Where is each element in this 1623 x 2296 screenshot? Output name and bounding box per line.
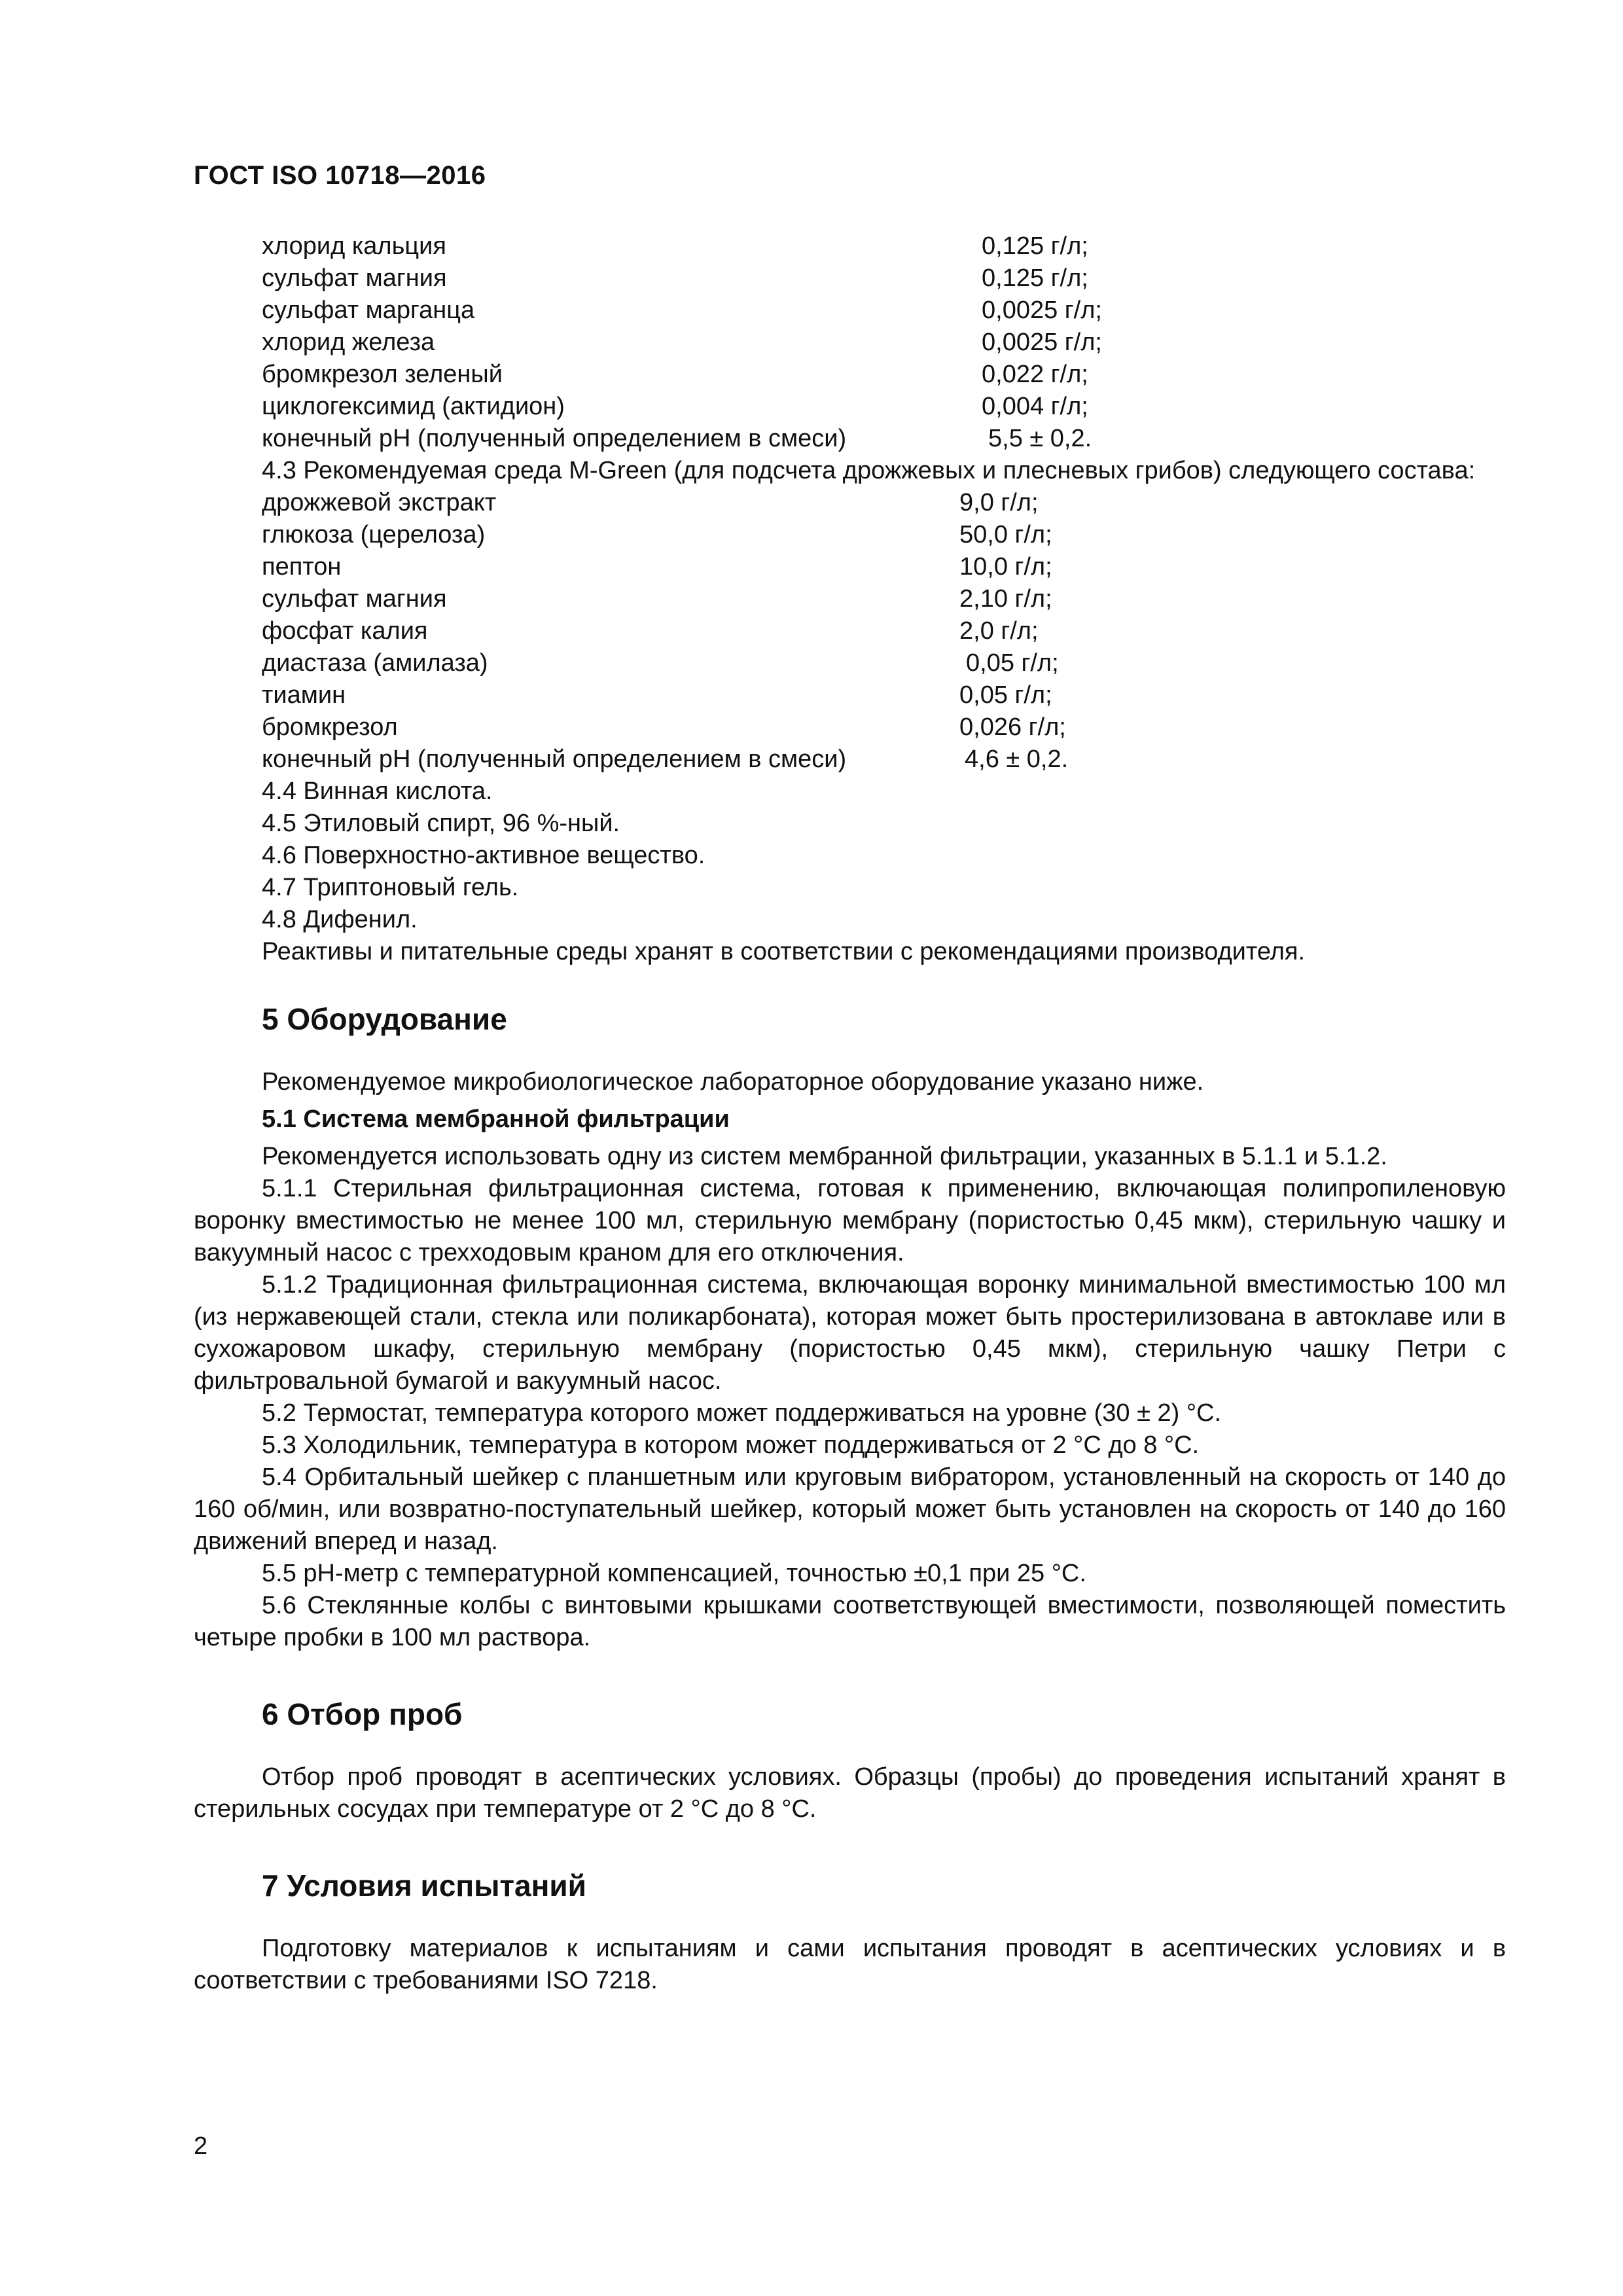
paragraph-5-2: 5.2 Термостат, температура которого может поддерживаться на уровне (30 ± 2) °С. <box>262 1399 1222 1427</box>
component-name: сульфат магния <box>262 264 447 292</box>
component-name: дрожжевой экстракт <box>262 489 497 516</box>
section-5-1-title: 5.1 Система мембранной фильтрации <box>262 1105 730 1133</box>
page-number: 2 <box>194 2132 208 2160</box>
component-name: конечный рН (полученный определением в смеси) <box>262 425 847 452</box>
list-item <box>194 679 1506 711</box>
paragraph-5-4: 5.4 Орбитальный шейкер с планшетным или круговым вибратором, установленный на скорость от 140 до 160 об/мин, или возвратно-поступательный шейкер, который может быть установлен на скорость от 140 до 160 движений вперед и назад. <box>194 1463 1506 1555</box>
component-name: тиамин <box>262 681 346 709</box>
list-item <box>194 583 1506 615</box>
medium-composition-list-b <box>194 487 1506 776</box>
component-value: 0,0025 г/л; <box>982 329 1102 356</box>
item-4-5: 4.5 Этиловый спирт, 96 %-ный. <box>262 810 620 837</box>
paragraph-5-3: 5.3 Холодильник, температура в котором может поддерживаться от 2 °С до 8 °С. <box>262 1431 1200 1459</box>
component-name: диастаза (амилаза) <box>262 649 488 677</box>
list-item <box>194 262 1506 295</box>
list-item <box>194 295 1506 327</box>
list-item <box>194 647 1506 679</box>
component-name: хлорид кальция <box>262 232 446 260</box>
standard-header: ГОСТ ISO 10718—2016 <box>194 161 486 190</box>
list-item <box>194 359 1506 391</box>
paragraph-5-5: 5.5 рН-метр с температурной компенсацией, точностью ±0,1 при 25 °С. <box>262 1560 1086 1587</box>
section-5-title: 5 Оборудование <box>262 1002 507 1036</box>
section-5-1-intro: Рекомендуется использовать одну из систем мембранной фильтрации, указанных в 5.1.1 и 5.1.2. <box>262 1143 1387 1170</box>
list-item <box>194 744 1506 776</box>
component-value: 0,125 г/л; <box>982 264 1088 292</box>
component-value: 0,05 г/л; <box>959 681 1052 709</box>
component-value: 0,004 г/л; <box>982 393 1088 420</box>
medium-composition-list-a <box>194 230 1506 455</box>
section-6-title: 6 Отбор проб <box>262 1697 463 1731</box>
component-name: пептон <box>262 553 342 581</box>
paragraph-5-1-2: 5.1.2 Традиционная фильтрационная система, включающая воронку минимальной вместимостью 100 мл (из нержавеющей стали, стекла или поликарбоната), которая может быть простерилизована в автоклаве или в сухожаровом шкафу, стерильную мембрану (пористостью 0,45 мкм), стерильную чашку Петри с фильтровальной бумагой и вакуумный насос. <box>194 1271 1506 1395</box>
component-value: 0,022 г/л; <box>982 361 1088 388</box>
component-value: 50,0 г/л; <box>959 521 1052 548</box>
component-name: хлорид железа <box>262 329 435 356</box>
component-name: бромкрезол зеленый <box>262 361 503 388</box>
component-value: 10,0 г/л; <box>959 553 1052 581</box>
list-item <box>194 423 1506 455</box>
component-name: циклогексимид (актидион) <box>262 393 565 420</box>
list-item <box>194 519 1506 551</box>
item-4-8: 4.8 Дифенил. <box>262 906 418 933</box>
component-name: сульфат марганца <box>262 296 475 324</box>
item-4-6: 4.6 Поверхностно-активное вещество. <box>262 842 705 869</box>
component-value: 9,0 г/л; <box>959 489 1039 516</box>
storage-note: Реактивы и питательные среды хранят в соответствии с рекомендациями производителя. <box>262 938 1305 965</box>
list-item <box>194 487 1506 519</box>
component-value: 2,10 г/л; <box>959 585 1052 613</box>
component-value: 2,0 г/л; <box>959 617 1039 645</box>
list-item <box>194 615 1506 647</box>
paragraph-4-3: 4.3 Рекомендуемая среда M-Green (для подсчета дрожжевых и плесневых грибов) следующего состава: <box>262 457 1476 484</box>
list-item <box>194 391 1506 423</box>
component-value: 0,026 г/л; <box>959 713 1066 741</box>
component-value: 4,6 ± 0,2. <box>965 745 1069 773</box>
section-6-text: Отбор проб проводят в асептических условиях. Образцы (пробы) до проведения испытаний хранят в стерильных сосудах при температуре от 2 °С до 8 °С. <box>194 1763 1506 1823</box>
component-value: 0,125 г/л; <box>982 232 1088 260</box>
component-name: сульфат магния <box>262 585 447 613</box>
paragraph-5-6: 5.6 Стеклянные колбы с винтовыми крышками соответствующей вместимости, позволяющей поместить четыре пробки в 100 мл раствора. <box>194 1592 1506 1651</box>
item-4-7: 4.7 Триптоновый гель. <box>262 874 519 901</box>
component-name: бромкрезол <box>262 713 398 741</box>
item-4-4: 4.4 Винная кислота. <box>262 778 493 805</box>
section-5-intro: Рекомендуемое микробиологическое лабораторное оборудование указано ниже. <box>262 1068 1204 1096</box>
component-value: 0,05 г/л; <box>966 649 1059 677</box>
component-name: глюкоза (церелоза) <box>262 521 486 548</box>
paragraph-5-1-1: 5.1.1 Стерильная фильтрационная система, готовая к применению, включающая полипропиленовую воронку вместимостью не менее 100 мл, стерильную мембрану (пористостью 0,45 мкм), стерильную чашку и вакуумный насос с трехходовым краном для его отключения. <box>194 1175 1506 1266</box>
list-item <box>194 551 1506 583</box>
component-value: 5,5 ± 0,2. <box>988 425 1092 452</box>
component-value: 0,0025 г/л; <box>982 296 1102 324</box>
list-item <box>194 711 1506 744</box>
component-name: конечный рН (полученный определением в смеси) <box>262 745 847 773</box>
component-name: фосфат калия <box>262 617 428 645</box>
list-item <box>194 327 1506 359</box>
main-content <box>194 230 1506 1997</box>
section-7-title: 7 Условия испытаний <box>262 1869 586 1903</box>
list-item <box>194 230 1506 262</box>
section-7-text: Подготовку материалов к испытаниям и сами испытания проводят в асептических условиях и в соответствии с требованиями ISO 7218. <box>194 1935 1506 1994</box>
